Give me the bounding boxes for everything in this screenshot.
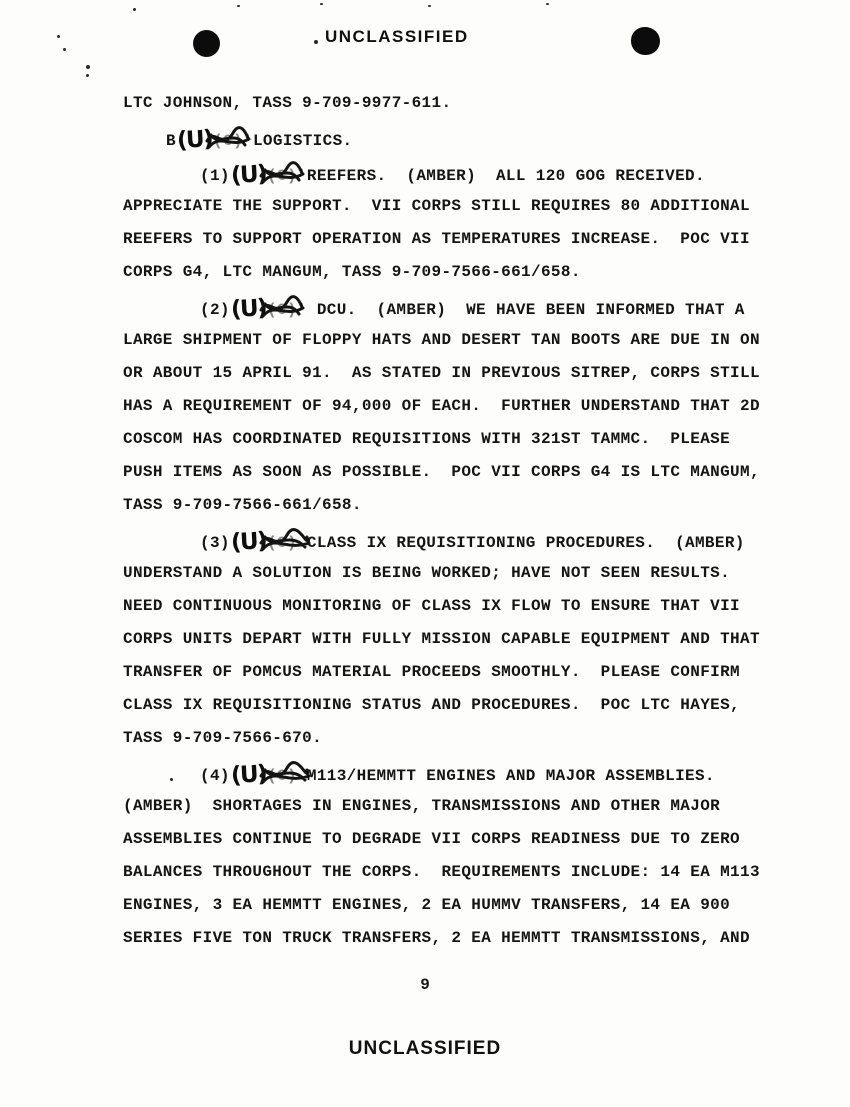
document-line: HAS A REQUIREMENT OF 94,000 OF EACH. FURTHER UNDERSTAND THAT 2D	[123, 397, 760, 415]
black-stamp-dot-left	[193, 30, 220, 57]
scan-speck	[546, 3, 549, 5]
document-line: CORPS UNITS DEPART WITH FULLY MISSION CAPABLE EQUIPMENT AND THAT	[123, 630, 760, 648]
document-line: NEED CONTINUOUS MONITORING OF CLASS IX FLOW TO ENSURE THAT VII	[123, 597, 740, 615]
document-line: APPRECIATE THE SUPPORT. VII CORPS STILL REQUIRES 80 ADDITIONAL	[123, 197, 750, 215]
document-line: LARGE SHIPMENT OF FLOPPY HATS AND DESERT TAN BOOTS ARE DUE IN ON	[123, 331, 760, 349]
struck-classification: (C)	[267, 760, 297, 793]
handwritten-u-mark: (U)	[230, 528, 267, 556]
section-heading-b	[123, 122, 793, 155]
paragraph-opening: DCU. (AMBER) WE HAVE BEEN INFORMED THAT A	[296, 301, 745, 319]
section-title: LOGISTICS.	[243, 132, 353, 150]
handwritten-u-mark: (U)	[230, 161, 267, 189]
scan-speck	[237, 5, 240, 7]
scan-speck	[57, 35, 60, 38]
paragraph-heading	[123, 291, 793, 324]
typed-prefix: (4)	[200, 767, 230, 785]
paragraph-heading	[123, 524, 793, 557]
struck-classification: (C)	[267, 294, 297, 327]
document-line: OR ABOUT 15 APRIL 91. AS STATED IN PREVIOUS SITREP, CORPS STILL	[123, 364, 760, 382]
paragraph-opening: CLASS IX REQUISITIONING PROCEDURES. (AMBER)	[296, 534, 745, 552]
typed-prefix: (1)	[200, 167, 230, 185]
footer-classification: UNCLASSIFIED	[348, 1038, 502, 1059]
header-classification: UNCLASSIFIED	[325, 27, 469, 46]
struck-classification: (C)	[213, 125, 243, 158]
document-line: TRANSFER OF POMCUS MATERIAL PROCEEDS SMOOTHLY. PLEASE CONFIRM	[123, 663, 740, 681]
struck-classification: (C)	[267, 527, 297, 560]
paragraph-heading	[123, 757, 793, 790]
handwritten-u-mark: (U)	[176, 126, 213, 154]
scan-speck	[320, 3, 323, 5]
handwritten-u-mark: (U)	[230, 295, 267, 323]
document-line: CLASS IX REQUISITIONING STATUS AND PROCEDURES. POC LTC HAYES,	[123, 696, 740, 714]
document-line: ASSEMBLIES CONTINUE TO DEGRADE VII CORPS READINESS DUE TO ZERO	[123, 830, 740, 848]
scan-speck	[428, 5, 431, 7]
document-line: SERIES FIVE TON TRUCK TRANSFERS, 2 EA HEMMTT TRANSMISSIONS, AND	[123, 929, 750, 947]
black-stamp-dot-right	[631, 27, 660, 55]
handwritten-u-mark: (U)	[230, 761, 267, 789]
document-line: COSCOM HAS COORDINATED REQUISITIONS WITH 321ST TAMMC. PLEASE	[123, 430, 731, 448]
document-line: CORPS G4, LTC MANGUM, TASS 9-709-7566-661/658.	[123, 263, 581, 281]
page-number: 9	[420, 976, 430, 994]
document-body	[123, 87, 793, 955]
document-line: (AMBER) SHORTAGES IN ENGINES, TRANSMISSIONS AND OTHER MAJOR	[123, 797, 721, 815]
typed-prefix: B	[166, 132, 176, 150]
scan-speck	[86, 65, 90, 69]
typed-prefix: (2)	[200, 301, 230, 319]
paragraph-opening: M113/HEMMTT ENGINES AND MAJOR ASSEMBLIES.	[296, 767, 715, 785]
document-line: LTC JOHNSON, TASS 9-709-9977-611.	[123, 94, 452, 112]
paragraph-heading	[123, 157, 793, 190]
scan-speck	[63, 48, 66, 51]
document-line: PUSH ITEMS AS SOON AS POSSIBLE. POC VII CORPS G4 IS LTC MANGUM,	[123, 463, 760, 481]
typed-prefix: (3)	[200, 534, 230, 552]
paragraph-opening: REEFERS. (AMBER) ALL 120 GOG RECEIVED.	[296, 167, 705, 185]
document-line: REEFERS TO SUPPORT OPERATION AS TEMPERATURES INCREASE. POC VII	[123, 230, 750, 248]
scan-speck	[314, 40, 318, 44]
document-line: BALANCES THROUGHOUT THE CORPS. REQUIREMENTS INCLUDE: 14 EA M113	[123, 863, 760, 881]
scan-speck	[133, 8, 136, 11]
document-line: UNDERSTAND A SOLUTION IS BEING WORKED; HAVE NOT SEEN RESULTS.	[123, 564, 731, 582]
document-line: TASS 9-709-7566-661/658.	[123, 496, 362, 514]
document-line: ENGINES, 3 EA HEMMTT ENGINES, 2 EA HUMMV TRANSFERS, 14 EA 900	[123, 896, 731, 914]
struck-classification: (C)	[267, 160, 297, 193]
document-line: TASS 9-709-7566-670.	[123, 729, 323, 747]
scan-speck	[86, 74, 89, 77]
